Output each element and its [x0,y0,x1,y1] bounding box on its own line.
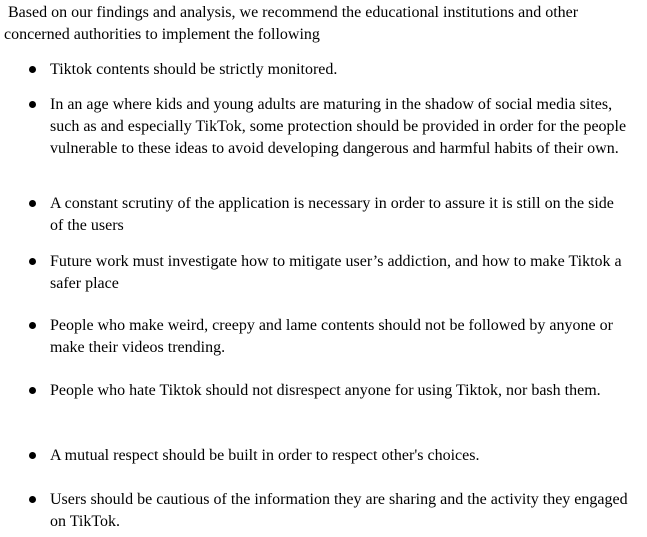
list-item-text: Tiktok contents should be strictly monitored. [50,61,338,78]
bullet-icon [29,258,36,265]
intro-paragraph [4,2,644,46]
list-item-text: A mutual respect should be built in order to respect other's choices. [50,447,480,464]
list-item-text: A constant scrutiny of the application is necessary in order to assure it is still on the side of the users [50,195,614,234]
intro-line-1: Based on our findings and analysis, we recommend the educational institutions and other [8,4,579,21]
list-item-text: Users should be cautious of the information they are sharing and the activity they engaged on TikTok. [50,491,628,530]
bullet-icon [29,322,36,329]
bullet-icon [29,200,36,207]
list-item-text: Future work must investigate how to mitigate user’s addiction, and how to make Tiktok a safer place [50,253,622,292]
list-item-text: In an age where kids and young adults are maturing in the shadow of social media sites, such as and especially TikTok, some protection should be provided in order for the people vulnerable to these ideas to avoid developing dangerous and harmful habits of their own. [50,96,627,157]
bullet-icon [29,66,36,73]
list-item-text: People who hate Tiktok should not disrespect anyone for using Tiktok, nor bash them. [50,382,601,399]
intro-line-2: concerned authorities to implement the following [4,26,320,43]
bullet-icon [29,101,36,108]
list-item-text: People who make weird, creepy and lame contents should not be followed by anyone or make their videos trending. [50,317,613,356]
bullet-icon [29,496,36,503]
bullet-icon [29,452,36,459]
bullet-icon [29,387,36,394]
